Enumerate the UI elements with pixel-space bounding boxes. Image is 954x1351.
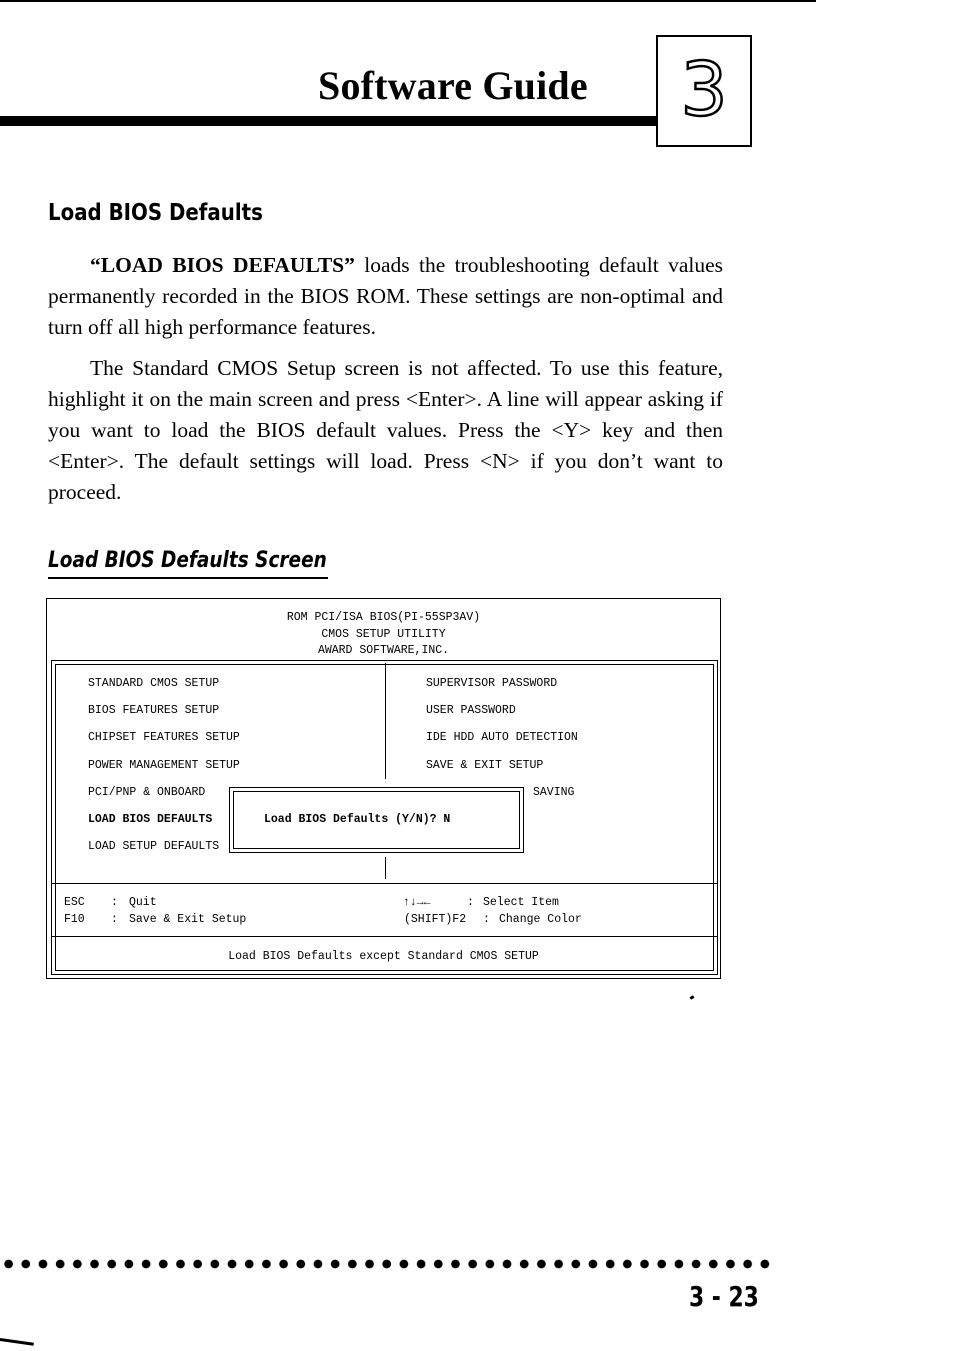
section-heading: Load BIOS Defaults [48, 200, 263, 226]
bios-header-line3: AWARD SOFTWARE,INC. [317, 644, 450, 657]
chapter-number: 3 [680, 47, 728, 133]
key-shift-f2-separator: : [483, 913, 490, 926]
key-esc-desc: Quit [129, 896, 157, 909]
arrow-keys-icon: ↑↓→← [403, 896, 431, 909]
key-shift-f2: (SHIFT)F2 [404, 913, 467, 926]
column-divider [385, 663, 386, 779]
key-arrows-desc: Select Item [483, 896, 559, 909]
menu-item-power-management-setup[interactable]: POWER MANAGEMENT SETUP [88, 759, 240, 772]
menu-item-exit-without-saving-partial[interactable]: SAVING [533, 786, 575, 799]
key-f10: F10 [64, 913, 85, 926]
menu-item-load-bios-defaults[interactable]: LOAD BIOS DEFAULTS [88, 813, 213, 826]
paragraph-1-text: loads the troubleshooting default values permanently recorded in the BIOS ROM. These settings are non-optimal and turn off all high performance features. [48, 253, 723, 339]
keys-divider [51, 883, 718, 884]
key-arrows-separator: : [467, 896, 474, 909]
paragraph-2-text: The Standard CMOS Setup screen is not affected. To use this feature, highlight it on the main screen and press <Enter>. A line will appear asking if you want to load the BIOS default values. Press the <Y> key and then <Enter>. The default settings will load. Press <N> if you don’t want to proceed. [48, 356, 723, 504]
key-esc: ESC [64, 896, 85, 909]
menu-item-save-exit-setup[interactable]: SAVE & EXIT SETUP [426, 759, 544, 772]
stray-mark [690, 995, 695, 1000]
bios-header-line2: CMOS SETUP UTILITY [321, 627, 446, 641]
menu-item-ide-hdd-auto-detection[interactable]: IDE HDD AUTO DETECTION [426, 731, 578, 744]
menu-item-load-setup-defaults[interactable]: LOAD SETUP DEFAULTS [88, 840, 220, 853]
menu-item-pci-pnp-onboard[interactable]: PCI/PNP & ONBOARD [88, 786, 206, 799]
chapter-tab [656, 35, 752, 147]
key-f10-separator: : [111, 913, 118, 926]
paragraph-2 [48, 353, 723, 508]
load-defaults-prompt[interactable]: Load BIOS Defaults (Y/N)? N [264, 813, 451, 826]
page-header-title: Software Guide [318, 63, 588, 108]
page-number: 3 - 23 [689, 1280, 759, 1313]
status-divider [51, 936, 718, 937]
corner-mark [0, 1338, 34, 1346]
bios-header-line1: ROM PCI/ISA BIOS(PI-55SP3AV) [286, 611, 481, 624]
top-rule [0, 0, 816, 2]
dot-separator [0, 1256, 770, 1272]
bios-screen [46, 598, 721, 979]
key-shift-f2-desc: Change Color [499, 913, 582, 926]
bios-status-line: Load BIOS Defaults except Standard CMOS SETUP [228, 950, 539, 963]
menu-item-standard-cmos-setup[interactable]: STANDARD CMOS SETUP [88, 677, 220, 690]
load-defaults-dialog [229, 787, 524, 853]
screen-heading-underline [48, 577, 328, 579]
menu-item-chipset-features-setup[interactable]: CHIPSET FEATURES SETUP [88, 731, 240, 744]
menu-item-supervisor-password[interactable]: SUPERVISOR PASSWORD [426, 677, 558, 690]
key-f10-desc: Save & Exit Setup [129, 913, 247, 926]
column-divider-lower [385, 857, 386, 879]
screen-heading: Load BIOS Defaults Screen [48, 548, 327, 573]
paragraph-1 [48, 250, 723, 343]
bios-header [47, 610, 720, 660]
header-bar [0, 116, 680, 126]
paragraph-1-quote: “LOAD BIOS DEFAULTS” [90, 253, 355, 277]
menu-item-bios-features-setup[interactable]: BIOS FEATURES SETUP [88, 704, 220, 717]
menu-item-user-password[interactable]: USER PASSWORD [426, 704, 516, 717]
key-esc-separator: : [111, 896, 118, 909]
